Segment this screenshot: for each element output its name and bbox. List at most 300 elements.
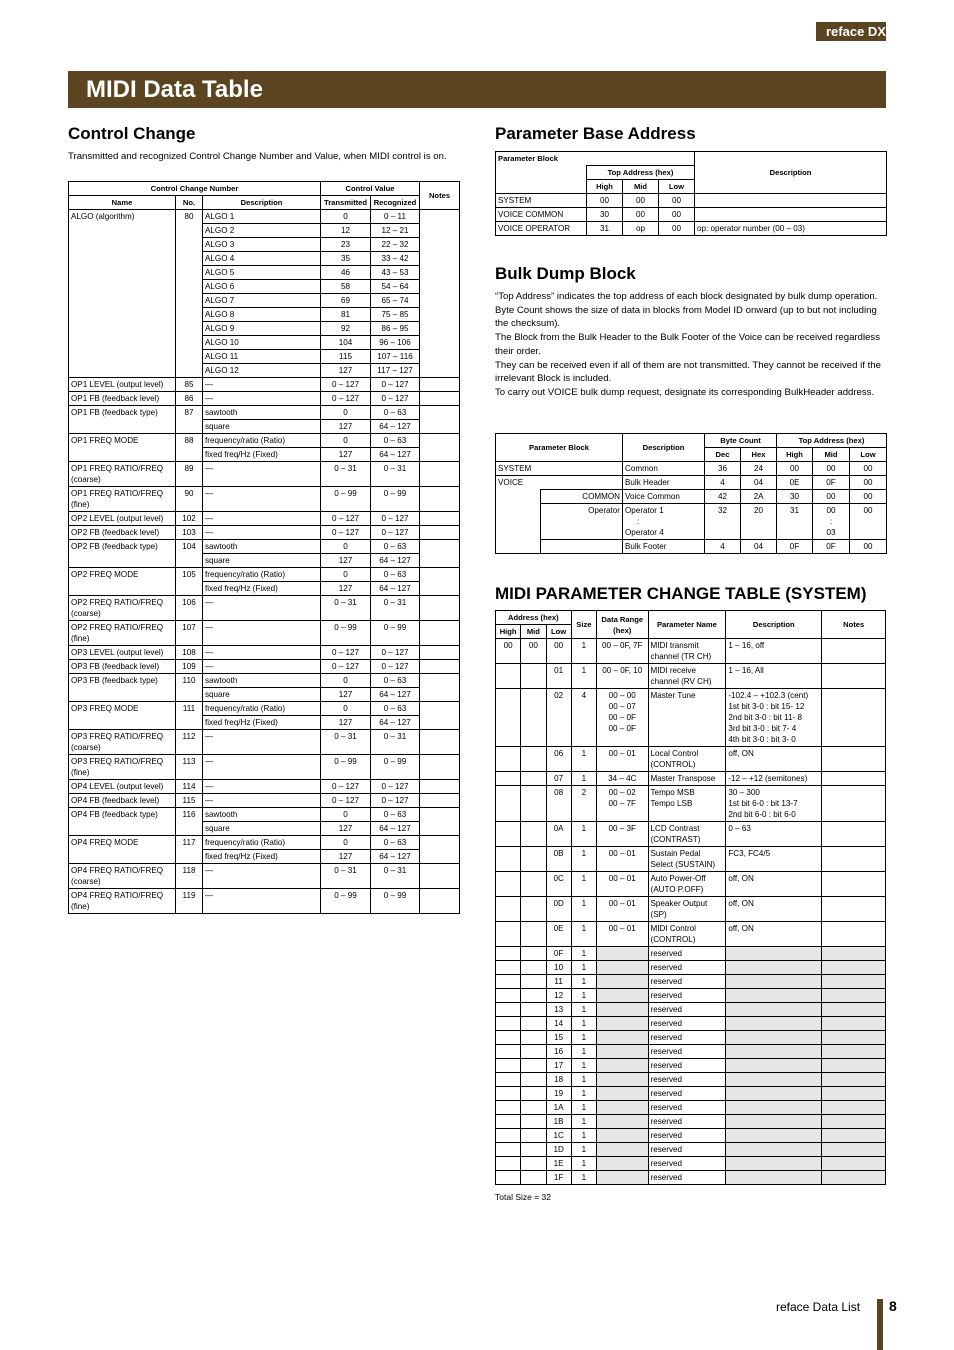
mp-high bbox=[496, 989, 521, 1003]
cc-number: 114 bbox=[176, 780, 203, 794]
mp-notes bbox=[822, 947, 886, 961]
mp-low: 1A bbox=[546, 1101, 571, 1115]
mp-notes bbox=[822, 1101, 886, 1115]
cc-transmitted: 81 bbox=[321, 308, 371, 322]
table-row bbox=[496, 747, 886, 772]
cc-number: 103 bbox=[176, 526, 203, 540]
mp-mid bbox=[521, 961, 546, 975]
mp-range bbox=[597, 1059, 649, 1073]
mp-name: Master Transpose bbox=[648, 772, 726, 786]
bd-op-last: Operator 4 bbox=[625, 528, 664, 537]
mp-col-desc: Description bbox=[726, 611, 822, 639]
cc-transmitted: 0 – 127 bbox=[321, 660, 371, 674]
mp-range bbox=[597, 1087, 649, 1101]
mp-high bbox=[496, 1143, 521, 1157]
cc-transmitted: 127 bbox=[321, 420, 371, 434]
bd-hex: 04 bbox=[741, 476, 777, 490]
cc-desc: ALGO 6 bbox=[203, 280, 321, 294]
mp-name: MIDI Control (CONTROL) bbox=[648, 922, 726, 947]
mp-mid bbox=[521, 1115, 546, 1129]
table-row bbox=[496, 1031, 886, 1045]
pb-high: 31 bbox=[587, 222, 623, 236]
cc-desc: — bbox=[203, 512, 321, 526]
bd-hex: 04 bbox=[741, 540, 777, 554]
cc-desc: square bbox=[203, 420, 321, 434]
mp-high bbox=[496, 947, 521, 961]
cc-recognized: 0 – 99 bbox=[371, 755, 420, 780]
bd-mid-first: 00 bbox=[826, 506, 836, 515]
table-row bbox=[69, 836, 460, 850]
mp-size: 1 bbox=[571, 1045, 596, 1059]
cc-notes bbox=[420, 730, 460, 755]
pb-low: 00 bbox=[659, 222, 695, 236]
cc-transmitted: 127 bbox=[321, 850, 371, 864]
cc-desc: — bbox=[203, 526, 321, 540]
cc-number: 90 bbox=[176, 487, 203, 512]
mp-range bbox=[597, 947, 649, 961]
mp-col-mid: Mid bbox=[521, 625, 546, 639]
mp-low: 16 bbox=[546, 1045, 571, 1059]
cc-transmitted: 127 bbox=[321, 822, 371, 836]
mp-desc bbox=[726, 1101, 822, 1115]
cc-desc: sawtooth bbox=[203, 808, 321, 822]
mp-desc: 0 – 63 bbox=[726, 822, 822, 847]
mp-notes bbox=[822, 897, 886, 922]
mp-name: Auto Power-Off (AUTO P.OFF) bbox=[648, 872, 726, 897]
table-row bbox=[496, 208, 887, 222]
table-row bbox=[496, 194, 887, 208]
cc-name: OP1 FB (feedback level) bbox=[69, 392, 176, 406]
mp-mid bbox=[521, 922, 546, 947]
cc-transmitted: 0 – 127 bbox=[321, 512, 371, 526]
cc-recognized: 96 – 106 bbox=[371, 336, 420, 350]
mp-mid bbox=[521, 786, 546, 822]
cc-col-notes: Notes bbox=[420, 182, 460, 210]
cc-recognized: 64 – 127 bbox=[371, 554, 420, 568]
mp-mid bbox=[521, 1017, 546, 1031]
bd-system: SYSTEM bbox=[496, 462, 623, 476]
mp-desc bbox=[726, 1003, 822, 1017]
mp-desc: off, ON bbox=[726, 897, 822, 922]
mp-high bbox=[496, 961, 521, 975]
mp-size: 1 bbox=[571, 897, 596, 922]
mp-high bbox=[496, 872, 521, 897]
cc-notes bbox=[420, 794, 460, 808]
mp-notes bbox=[822, 772, 886, 786]
bd-desc bbox=[623, 504, 705, 540]
cc-recognized: 0 – 63 bbox=[371, 406, 420, 420]
pb-low: 00 bbox=[659, 194, 695, 208]
mp-name: reserved bbox=[648, 1157, 726, 1171]
mp-mid bbox=[521, 872, 546, 897]
mp-notes bbox=[822, 1143, 886, 1157]
cc-desc: — bbox=[203, 621, 321, 646]
table-row bbox=[496, 947, 886, 961]
mp-high bbox=[496, 1031, 521, 1045]
mp-high bbox=[496, 1129, 521, 1143]
mp-name: reserved bbox=[648, 1115, 726, 1129]
mp-low: 0F bbox=[546, 947, 571, 961]
pb-high: 00 bbox=[587, 194, 623, 208]
cc-desc: frequency/ratio (Ratio) bbox=[203, 434, 321, 448]
mp-size: 1 bbox=[571, 975, 596, 989]
cc-number: 118 bbox=[176, 864, 203, 889]
cc-number: 113 bbox=[176, 755, 203, 780]
cc-desc: frequency/ratio (Ratio) bbox=[203, 836, 321, 850]
cc-number: 109 bbox=[176, 660, 203, 674]
cc-transmitted: 127 bbox=[321, 582, 371, 596]
midi-param-table bbox=[495, 610, 886, 1185]
mp-high bbox=[496, 772, 521, 786]
midi-param-heading: MIDI PARAMETER CHANGE TABLE (SYSTEM) bbox=[495, 584, 867, 603]
mp-name: reserved bbox=[648, 1143, 726, 1157]
mp-notes bbox=[822, 872, 886, 897]
cc-name: OP1 FREQ RATIO/FREQ (fine) bbox=[69, 487, 176, 512]
cc-desc: — bbox=[203, 864, 321, 889]
table-row bbox=[496, 786, 886, 822]
cc-notes bbox=[420, 621, 460, 646]
cc-notes bbox=[420, 526, 460, 540]
mp-desc bbox=[726, 1129, 822, 1143]
mp-name: reserved bbox=[648, 1045, 726, 1059]
mp-col-name: Parameter Name bbox=[648, 611, 726, 639]
cc-desc: ALGO 5 bbox=[203, 266, 321, 280]
cc-recognized: 12 – 21 bbox=[371, 224, 420, 238]
mp-notes bbox=[822, 847, 886, 872]
mp-desc: 1 – 16, off bbox=[726, 639, 822, 664]
cc-recognized: 117 – 127 bbox=[371, 364, 420, 378]
cc-transmitted: 35 bbox=[321, 252, 371, 266]
cc-notes bbox=[420, 755, 460, 780]
cc-transmitted: 0 – 127 bbox=[321, 794, 371, 808]
mp-name: reserved bbox=[648, 1171, 726, 1185]
cc-transmitted: 0 – 99 bbox=[321, 621, 371, 646]
cc-notes bbox=[420, 540, 460, 568]
pb-col-high: High bbox=[587, 180, 623, 194]
mp-low: 1E bbox=[546, 1157, 571, 1171]
cc-name: OP4 FREQ RATIO/FREQ (coarse) bbox=[69, 864, 176, 889]
mp-high bbox=[496, 1003, 521, 1017]
mp-low: 08 bbox=[546, 786, 571, 822]
mp-col-range: Data Range (hex) bbox=[597, 611, 649, 639]
mp-mid bbox=[521, 1003, 546, 1017]
table-row bbox=[69, 392, 460, 406]
pb-block: VOICE OPERATOR bbox=[496, 222, 587, 236]
cc-recognized: 0 – 63 bbox=[371, 540, 420, 554]
mp-desc bbox=[726, 961, 822, 975]
mp-notes bbox=[822, 1157, 886, 1171]
mp-mid bbox=[521, 1157, 546, 1171]
mp-high bbox=[496, 664, 521, 689]
table-row bbox=[69, 780, 460, 794]
mp-low: 01 bbox=[546, 664, 571, 689]
cc-transmitted: 0 – 99 bbox=[321, 487, 371, 512]
mp-size: 1 bbox=[571, 1157, 596, 1171]
param-base-table bbox=[495, 151, 887, 236]
cc-recognized: 64 – 127 bbox=[371, 688, 420, 702]
bd-op-dots: : bbox=[637, 517, 640, 526]
mp-high bbox=[496, 1059, 521, 1073]
cc-number: 85 bbox=[176, 378, 203, 392]
table-row bbox=[69, 730, 460, 755]
mp-mid bbox=[521, 847, 546, 872]
mp-low: 13 bbox=[546, 1003, 571, 1017]
mp-range bbox=[597, 1073, 649, 1087]
mp-name: reserved bbox=[648, 989, 726, 1003]
mp-desc bbox=[726, 947, 822, 961]
cc-recognized: 0 – 127 bbox=[371, 660, 420, 674]
cc-recognized: 0 – 31 bbox=[371, 864, 420, 889]
mp-notes bbox=[822, 922, 886, 947]
mp-high bbox=[496, 975, 521, 989]
mp-size: 1 bbox=[571, 961, 596, 975]
cc-transmitted: 127 bbox=[321, 448, 371, 462]
mp-high bbox=[496, 786, 521, 822]
mp-size: 1 bbox=[571, 1101, 596, 1115]
cc-recognized: 0 – 63 bbox=[371, 808, 420, 822]
mp-mid bbox=[521, 975, 546, 989]
cc-recognized: 86 – 95 bbox=[371, 322, 420, 336]
mp-size: 1 bbox=[571, 639, 596, 664]
table-row bbox=[69, 794, 460, 808]
cc-transmitted: 0 – 99 bbox=[321, 889, 371, 914]
mp-name: MIDI receive channel (RV CH) bbox=[648, 664, 726, 689]
mp-range bbox=[597, 1003, 649, 1017]
bd-col-high: High bbox=[777, 448, 813, 462]
cc-name: OP1 LEVEL (output level) bbox=[69, 378, 176, 392]
cc-notes bbox=[420, 487, 460, 512]
cc-notes bbox=[420, 660, 460, 674]
pb-high: 30 bbox=[587, 208, 623, 222]
bd-mid-last: 03 bbox=[826, 528, 836, 537]
mp-range bbox=[597, 989, 649, 1003]
mp-notes bbox=[822, 961, 886, 975]
table-row bbox=[496, 476, 887, 490]
cc-name: OP2 FREQ MODE bbox=[69, 568, 176, 596]
mp-size: 4 bbox=[571, 689, 596, 747]
mp-low: 0E bbox=[546, 922, 571, 947]
mp-size: 1 bbox=[571, 847, 596, 872]
mp-name: reserved bbox=[648, 1101, 726, 1115]
mp-size: 2 bbox=[571, 786, 596, 822]
cc-name: OP1 FB (feedback type) bbox=[69, 406, 176, 434]
mp-mid bbox=[521, 947, 546, 961]
pb-mid: op bbox=[623, 222, 659, 236]
mp-mid bbox=[521, 1171, 546, 1185]
bd-low: 00 bbox=[850, 504, 887, 540]
mp-range bbox=[597, 975, 649, 989]
cc-number: 107 bbox=[176, 621, 203, 646]
pb-col-low: Low bbox=[659, 180, 695, 194]
cc-transmitted: 127 bbox=[321, 364, 371, 378]
cc-notes bbox=[420, 568, 460, 596]
mp-notes bbox=[822, 639, 886, 664]
mp-col-notes: Notes bbox=[822, 611, 886, 639]
cc-number: 102 bbox=[176, 512, 203, 526]
mp-low: 11 bbox=[546, 975, 571, 989]
bulk-description bbox=[495, 290, 888, 400]
mp-desc bbox=[726, 1087, 822, 1101]
cc-name: OP2 FREQ RATIO/FREQ (coarse) bbox=[69, 596, 176, 621]
mp-desc: off, ON bbox=[726, 747, 822, 772]
cc-name: ALGO (algorithm) bbox=[69, 210, 176, 378]
cc-number: 111 bbox=[176, 702, 203, 730]
mp-high bbox=[496, 1017, 521, 1031]
mp-mid bbox=[521, 897, 546, 922]
cc-recognized: 0 – 127 bbox=[371, 646, 420, 660]
pb-low: 00 bbox=[659, 208, 695, 222]
table-row bbox=[496, 922, 886, 947]
cc-recognized: 75 – 85 bbox=[371, 308, 420, 322]
mp-desc: off, ON bbox=[726, 872, 822, 897]
bulk-table bbox=[495, 433, 887, 554]
cc-name: OP3 FREQ RATIO/FREQ (coarse) bbox=[69, 730, 176, 755]
mp-range: 00 – 01 bbox=[597, 847, 649, 872]
mp-range: 00 – 00 00 – 07 00 – 0F 00 – 0F bbox=[597, 689, 649, 747]
mp-low: 14 bbox=[546, 1017, 571, 1031]
mp-notes bbox=[822, 1003, 886, 1017]
cc-transmitted: 0 – 99 bbox=[321, 755, 371, 780]
mp-size: 1 bbox=[571, 1073, 596, 1087]
mp-mid bbox=[521, 1143, 546, 1157]
cc-desc: ALGO 1 bbox=[203, 210, 321, 224]
cc-number: 80 bbox=[176, 210, 203, 378]
table-row bbox=[496, 897, 886, 922]
table-row bbox=[69, 621, 460, 646]
cc-group-number: Control Change Number bbox=[69, 182, 321, 196]
table-row bbox=[69, 660, 460, 674]
mp-name: LCD Contrast (CONTRAST) bbox=[648, 822, 726, 847]
control-change-heading: Control Change bbox=[68, 124, 196, 143]
cc-recognized: 0 – 127 bbox=[371, 392, 420, 406]
bd-desc: Bulk Footer bbox=[623, 540, 705, 554]
mp-range bbox=[597, 1045, 649, 1059]
mp-high bbox=[496, 1087, 521, 1101]
bd-low: 00 bbox=[850, 462, 887, 476]
mp-desc bbox=[726, 989, 822, 1003]
cc-desc: — bbox=[203, 794, 321, 808]
mp-mid bbox=[521, 989, 546, 1003]
table-row bbox=[496, 1087, 886, 1101]
mp-low: 07 bbox=[546, 772, 571, 786]
mp-range bbox=[597, 1143, 649, 1157]
cc-desc: ALGO 10 bbox=[203, 336, 321, 350]
bulk-paragraph: Byte Count shows the size of data in blocks from Model ID onward (up to but not including the checksum). bbox=[495, 304, 877, 330]
bd-high: 30 bbox=[777, 490, 813, 504]
table-row bbox=[496, 664, 886, 689]
table-row bbox=[496, 961, 886, 975]
mp-desc: -102.4 – +102.3 (cent) 1st bit 3-0 : bit 15- 12 2nd bit 3-0 : bit 11- 8 3rd bit 3-0 : bit 7- 4 4th bit 3-0 : bit 3- 0 bbox=[726, 689, 822, 747]
pb-col-block: Parameter Block bbox=[496, 152, 695, 166]
mp-size: 1 bbox=[571, 1143, 596, 1157]
mp-desc bbox=[726, 1017, 822, 1031]
cc-recognized: 0 – 99 bbox=[371, 621, 420, 646]
table-row bbox=[496, 1143, 886, 1157]
mp-low: 10 bbox=[546, 961, 571, 975]
cc-desc: square bbox=[203, 554, 321, 568]
cc-number: 86 bbox=[176, 392, 203, 406]
cc-number: 104 bbox=[176, 540, 203, 568]
mp-low: 1B bbox=[546, 1115, 571, 1129]
pb-mid: 00 bbox=[623, 208, 659, 222]
cc-name: OP2 FB (feedback type) bbox=[69, 540, 176, 568]
cc-recognized: 22 – 32 bbox=[371, 238, 420, 252]
mp-desc bbox=[726, 1115, 822, 1129]
bulk-paragraph: They can be received even if all of them are not transmitted. They cannot be received if the irrelevant Block is included. bbox=[495, 359, 881, 385]
table-row bbox=[496, 462, 887, 476]
mp-range: 00 – 01 bbox=[597, 747, 649, 772]
cc-col-desc: Description bbox=[203, 196, 321, 210]
bulk-paragraph: “Top Address” indicates the top address of each block designated by bulk dump operation. bbox=[495, 291, 878, 302]
footer-label: reface Data List bbox=[776, 1300, 861, 1314]
mp-notes bbox=[822, 975, 886, 989]
mp-size: 1 bbox=[571, 1059, 596, 1073]
cc-desc: ALGO 4 bbox=[203, 252, 321, 266]
cc-recognized: 0 – 127 bbox=[371, 378, 420, 392]
mp-notes bbox=[822, 1115, 886, 1129]
cc-recognized: 65 – 74 bbox=[371, 294, 420, 308]
bd-desc: Voice Common bbox=[623, 490, 705, 504]
cc-name: OP4 LEVEL (output level) bbox=[69, 780, 176, 794]
table-row bbox=[496, 1171, 886, 1185]
mp-size: 1 bbox=[571, 989, 596, 1003]
table-row bbox=[496, 1157, 886, 1171]
pb-col-desc: Description bbox=[695, 152, 887, 194]
mp-col-size: Size bbox=[571, 611, 596, 639]
bulk-paragraph: To carry out VOICE bulk dump request, designate its corresponding BulkHeader address. bbox=[495, 386, 875, 398]
table-row bbox=[496, 847, 886, 872]
mp-low: 1D bbox=[546, 1143, 571, 1157]
cc-transmitted: 0 bbox=[321, 540, 371, 554]
mp-range bbox=[597, 1017, 649, 1031]
bd-high: 00 bbox=[777, 462, 813, 476]
cc-desc: fixed freq/Hz (Fixed) bbox=[203, 582, 321, 596]
cc-recognized: 64 – 127 bbox=[371, 822, 420, 836]
table-row bbox=[69, 540, 460, 554]
mp-notes bbox=[822, 1045, 886, 1059]
mp-range bbox=[597, 1031, 649, 1045]
cc-desc: frequency/ratio (Ratio) bbox=[203, 702, 321, 716]
mp-desc bbox=[726, 1073, 822, 1087]
pb-block: VOICE COMMON bbox=[496, 208, 587, 222]
cc-number: 119 bbox=[176, 889, 203, 914]
mp-notes bbox=[822, 664, 886, 689]
mp-high bbox=[496, 1115, 521, 1129]
mp-mid bbox=[521, 1101, 546, 1115]
cc-desc: ALGO 3 bbox=[203, 238, 321, 252]
cc-col-tx: Transmitted bbox=[321, 196, 371, 210]
mp-low: 0C bbox=[546, 872, 571, 897]
cc-recognized: 43 – 53 bbox=[371, 266, 420, 280]
cc-recognized: 64 – 127 bbox=[371, 448, 420, 462]
cc-number: 88 bbox=[176, 434, 203, 462]
cc-transmitted: 0 – 31 bbox=[321, 462, 371, 487]
bd-mid-dots: : bbox=[829, 517, 833, 526]
bulk-heading: Bulk Dump Block bbox=[495, 264, 636, 283]
cc-desc: — bbox=[203, 730, 321, 755]
cc-desc: frequency/ratio (Ratio) bbox=[203, 568, 321, 582]
bd-low: 00 bbox=[850, 490, 887, 504]
cc-transmitted: 0 – 31 bbox=[321, 596, 371, 621]
cc-desc: square bbox=[203, 688, 321, 702]
cc-desc: — bbox=[203, 646, 321, 660]
mp-notes bbox=[822, 786, 886, 822]
cc-transmitted: 127 bbox=[321, 688, 371, 702]
cc-recognized: 0 – 127 bbox=[371, 512, 420, 526]
mp-low: 02 bbox=[546, 689, 571, 747]
mp-notes bbox=[822, 1129, 886, 1143]
cc-recognized: 0 – 127 bbox=[371, 780, 420, 794]
